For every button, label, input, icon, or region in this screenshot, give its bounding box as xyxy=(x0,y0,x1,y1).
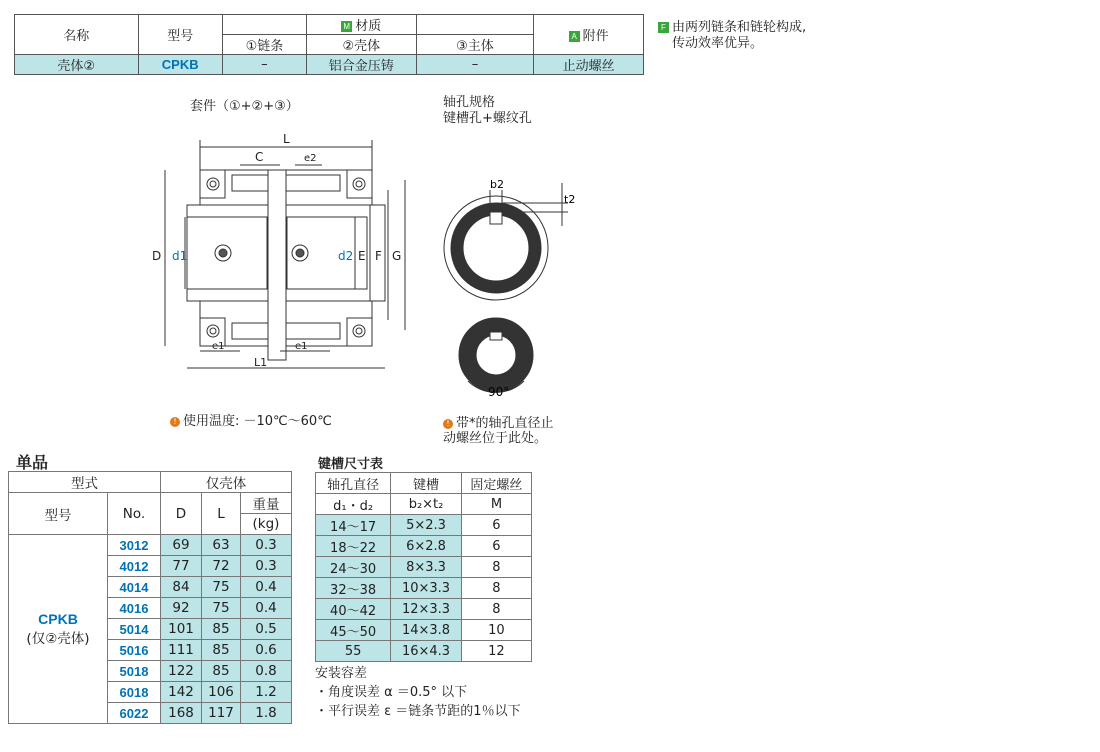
product-L: 72 xyxy=(202,556,241,577)
product-no: 5014 xyxy=(108,619,161,640)
keyway-screw: 10 xyxy=(461,620,531,641)
accessory-tag-icon: A xyxy=(569,31,580,42)
spec-row-name: 壳体② xyxy=(15,55,139,75)
feature-tag-icon: F xyxy=(658,22,669,33)
side-note: F 由两列链条和链轮构成, 传动效率优异。 xyxy=(658,20,806,52)
dim-t2: t2 xyxy=(564,193,576,206)
shaft-title: 轴孔规格 键槽孔+螺纹孔 xyxy=(443,95,532,126)
keyway-key: 10×3.3 xyxy=(391,578,462,599)
spec-header-name: 名称 xyxy=(15,15,139,55)
product-model-cell xyxy=(9,535,108,724)
dim-C: C xyxy=(255,150,264,164)
keyway-key: 12×3.3 xyxy=(391,599,462,620)
dim-G: G xyxy=(392,249,402,263)
product-no: 4016 xyxy=(108,598,161,619)
product-D: 111 xyxy=(161,640,202,661)
warning-icon: ! xyxy=(443,419,453,429)
product-no: 3012 xyxy=(108,535,161,556)
keyway-key: 14×3.8 xyxy=(391,620,462,641)
spec-header-accessory: A 附件 xyxy=(534,15,644,55)
keyway-row xyxy=(316,557,532,578)
product-section-title: 单品 xyxy=(16,453,49,472)
product-D: 92 xyxy=(161,598,202,619)
product-no: 6022 xyxy=(108,703,161,724)
keyway-table xyxy=(315,472,532,662)
star-note: ! 带*的轴孔直径止 动螺丝位于此处。 xyxy=(443,416,554,446)
product-L: 75 xyxy=(202,577,241,598)
product-D: 84 xyxy=(161,577,202,598)
spec-row-model: CPKB xyxy=(138,55,222,75)
product-L: 85 xyxy=(202,619,241,640)
keyway-screw: 12 xyxy=(461,641,531,662)
header-type: 型式 xyxy=(9,472,161,493)
product-weight: 0.4 xyxy=(241,598,292,619)
product-model-name: CPKB xyxy=(38,611,78,627)
angle-label: 90° xyxy=(488,385,510,399)
product-L: 85 xyxy=(202,661,241,682)
keyway-header-key2: b₂×t₂ xyxy=(391,494,462,515)
spec-header-material: M 材质 xyxy=(306,15,416,35)
keyway-screw: 6 xyxy=(461,515,531,536)
spec-row-chain: – xyxy=(222,55,306,75)
product-weight: 1.8 xyxy=(241,703,292,724)
keyway-header-screw: 固定螺丝 xyxy=(461,473,531,494)
product-D: 101 xyxy=(161,619,202,640)
set-title: 套件（①+②+③） xyxy=(190,99,299,114)
keyway-row xyxy=(316,536,532,557)
product-no: 5018 xyxy=(108,661,161,682)
header-D: D xyxy=(161,493,202,535)
product-row xyxy=(9,535,292,556)
keyway-header-screw2: M xyxy=(461,494,531,515)
dim-d2: d2 xyxy=(338,249,354,263)
spec-row-body: – xyxy=(416,55,534,75)
keyway-screw: 8 xyxy=(461,578,531,599)
product-weight: 0.3 xyxy=(241,556,292,577)
keyway-screw: 8 xyxy=(461,557,531,578)
keyway-screw: 6 xyxy=(461,536,531,557)
dim-F: F xyxy=(375,249,382,263)
shaft-bore-drawing xyxy=(440,178,580,403)
dim-E: E xyxy=(358,249,366,263)
keyway-header-bore2: d₁・d₂ xyxy=(316,494,391,515)
product-weight: 1.2 xyxy=(241,682,292,703)
keyway-row xyxy=(316,578,532,599)
temperature-note: ! 使用温度: －10℃～60℃ xyxy=(170,410,332,429)
header-shell-only: 仅壳体 xyxy=(161,472,292,493)
header-weight-unit: (kg) xyxy=(241,514,292,535)
keyway-row xyxy=(316,641,532,662)
keyway-row xyxy=(316,620,532,641)
product-no: 6018 xyxy=(108,682,161,703)
dim-L1: L1 xyxy=(254,356,268,369)
spec-row-shell: 铝合金压铸 xyxy=(306,55,416,75)
keyway-bore: 55 xyxy=(316,641,391,662)
spec-header-body: ③主体 xyxy=(416,35,534,55)
header-model: 型号 xyxy=(9,493,108,535)
product-no: 4012 xyxy=(108,556,161,577)
product-L: 117 xyxy=(202,703,241,724)
product-weight: 0.4 xyxy=(241,577,292,598)
product-L: 63 xyxy=(202,535,241,556)
keyway-bore: 45～50 xyxy=(316,620,391,641)
keyway-row xyxy=(316,599,532,620)
product-D: 142 xyxy=(161,682,202,703)
product-D: 69 xyxy=(161,535,202,556)
spec-table xyxy=(14,14,644,75)
keyway-header-key: 键槽 xyxy=(391,473,462,494)
dim-L: L xyxy=(283,132,290,146)
dim-e1-right: e1 xyxy=(295,341,308,352)
keyway-key: 5×2.3 xyxy=(391,515,462,536)
product-weight: 0.5 xyxy=(241,619,292,640)
keyway-key: 8×3.3 xyxy=(391,557,462,578)
product-L: 75 xyxy=(202,598,241,619)
product-weight: 0.6 xyxy=(241,640,292,661)
tolerance-note: 安装容差 ・角度误差 α ＝0.5° 以下 ・平行误差 ε ＝链条节距的1％以下 xyxy=(315,666,521,719)
keyway-bore: 14～17 xyxy=(316,515,391,536)
spec-header-model: 型号 xyxy=(138,15,222,55)
product-weight: 0.8 xyxy=(241,661,292,682)
spec-row-accessory: 止动螺丝 xyxy=(534,55,644,75)
keyway-header-bore: 轴孔直径 xyxy=(316,473,391,494)
keyway-bore: 18～22 xyxy=(316,536,391,557)
spec-header-chain: ①链条 xyxy=(222,35,306,55)
product-no: 4014 xyxy=(108,577,161,598)
keyway-bore: 32～38 xyxy=(316,578,391,599)
product-D: 77 xyxy=(161,556,202,577)
dim-b2: b2 xyxy=(490,178,504,191)
keyway-bore: 24～30 xyxy=(316,557,391,578)
dim-d1: d1 xyxy=(172,249,188,263)
keyway-screw: 8 xyxy=(461,599,531,620)
keyway-key: 16×4.3 xyxy=(391,641,462,662)
keyway-bore: 40～42 xyxy=(316,599,391,620)
product-L: 85 xyxy=(202,640,241,661)
warning-icon: ! xyxy=(170,417,180,427)
header-no: No. xyxy=(108,493,161,535)
material-tag-icon: M xyxy=(341,21,352,32)
dim-e1-left: e1 xyxy=(212,341,225,352)
product-model-sub: (仅②壳体) xyxy=(26,631,90,647)
product-no: 5016 xyxy=(108,640,161,661)
product-D: 168 xyxy=(161,703,202,724)
product-D: 122 xyxy=(161,661,202,682)
product-table xyxy=(8,471,292,724)
header-L: L xyxy=(202,493,241,535)
product-L: 106 xyxy=(202,682,241,703)
dim-D: D xyxy=(152,249,162,263)
product-weight: 0.3 xyxy=(241,535,292,556)
keyway-row xyxy=(316,515,532,536)
keyway-key: 6×2.8 xyxy=(391,536,462,557)
header-weight: 重量 xyxy=(241,493,292,514)
keyway-title: 键槽尺寸表 xyxy=(318,457,384,472)
spec-header-shell: ②壳体 xyxy=(306,35,416,55)
coupling-drawing xyxy=(140,125,430,375)
dim-e2: e2 xyxy=(304,153,317,164)
